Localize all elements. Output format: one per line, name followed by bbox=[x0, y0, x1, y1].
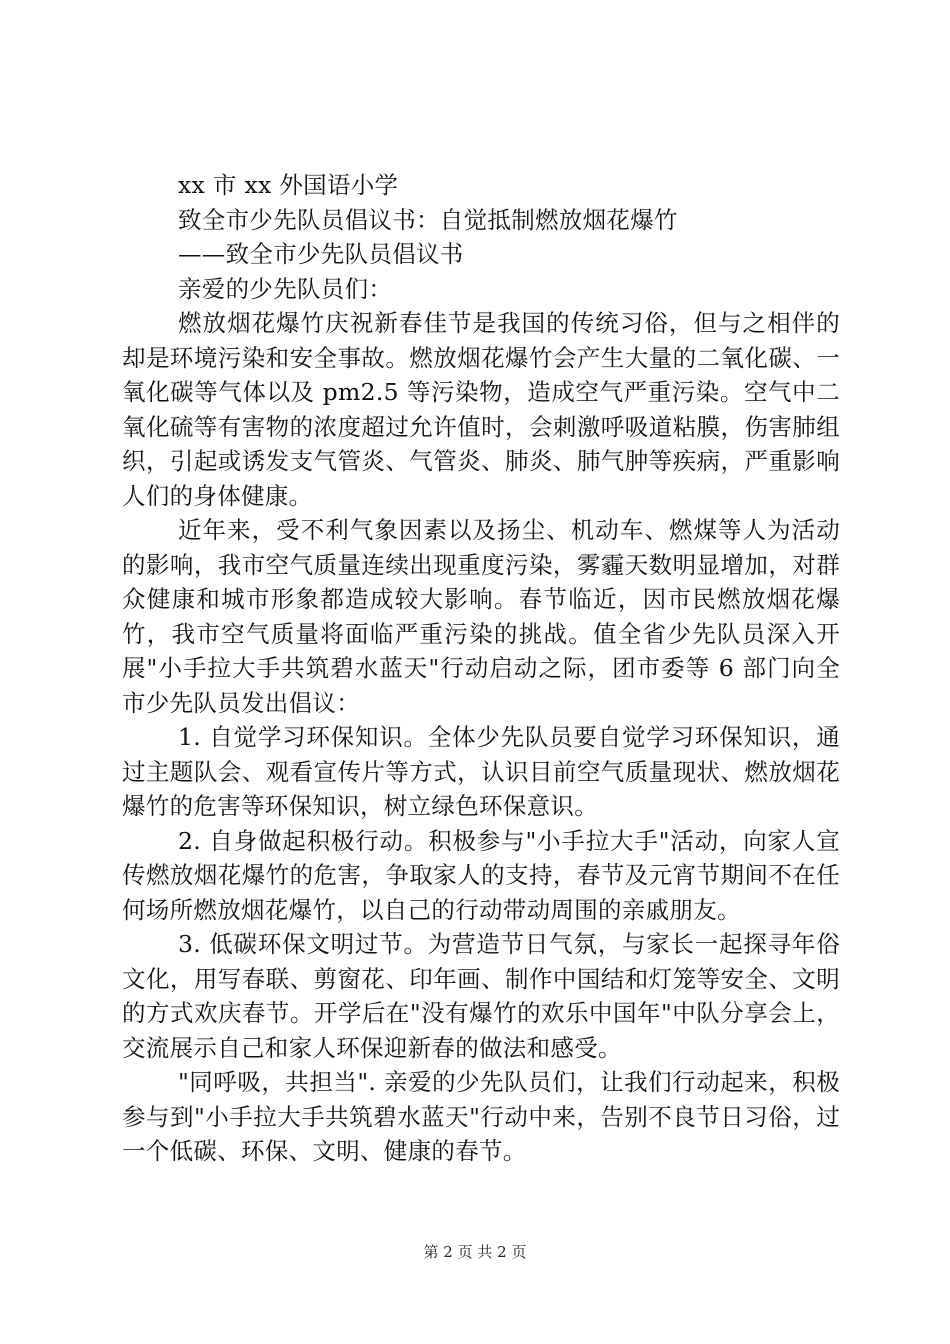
paragraph-intro: 燃放烟花爆竹庆祝新春佳节是我国的传统习俗，但与之相伴的却是环境污染和安全事故。燃放烟花爆竹会产生大量的二氧化碳、一氧化碳等气体以及 pm2.5 等污染物，造成空气严重污染。空气中二氧化硫等有害物的浓度超过允许值时，会刺激呼吸道粘膜，伤害肺组织，引起或诱发支气管炎、气管炎、肺炎、肺气肿等疾病，严重影响人们的身体健康。 bbox=[122, 309, 840, 510]
school-name: xx 市 xx 外国语小学 bbox=[178, 171, 399, 199]
paragraph-proposal-1: 1. 自觉学习环保知识。全体少先队员要自觉学习环保知识，通过主题队会、观看宣传片等方式，认识目前空气质量现状、燃放烟花爆竹的危害等环保知识，树立绿色环保意识。 bbox=[122, 723, 840, 820]
paragraph-background: 近年来，受不利气象因素以及扬尘、机动车、燃煤等人为活动的影响，我市空气质量连续出现重度污染，雾霾天数明显增加，对群众健康和城市形象都造成较大影响。春节临近，因市民燃放烟花爆竹，我市空气质量将面临严重污染的挑战。值全省少先队员深入开展"小手拉大手共筑碧水蓝天"行动启动之际，团市委等 6 部门向全市少先队员发出倡议： bbox=[122, 516, 840, 717]
paragraph-proposal-2: 2. 自身做起积极行动。积极参与"小手拉大手"活动，向家人宣传燃放烟花爆竹的危害，争取家人的支持，春节及元宵节期间不在任何场所燃放烟花爆竹，以自己的行动带动周围的亲戚朋友。 bbox=[122, 826, 840, 924]
paragraph-closing: "同呼吸，共担当". 亲爱的少先队员们，让我们行动起来，积极参与到"小手拉大手共筑碧水蓝天"行动中来，告别不良节日习俗，过一个低碳、环保、文明、健康的春节。 bbox=[122, 1068, 840, 1165]
document-title: 致全市少先队员倡议书：自觉抵制燃放烟花爆竹 bbox=[178, 205, 678, 234]
document-body bbox=[122, 168, 840, 1169]
paragraph-proposal-3: 3. 低碳环保文明过节。为营造节日气氛，与家长一起探寻年俗文化，用写春联、剪窗花、印年画、制作中国结和灯笼等安全、文明的方式欢庆春节。开学后在"没有爆竹的欢乐中国年"中队分享会上，交流展示自己和家人环保迎新春的做法和感受。 bbox=[122, 930, 840, 1062]
page-footer: 第 2 页 共 2 页 bbox=[423, 1243, 527, 1261]
document-subtitle: ——致全市少先队员倡议书 bbox=[178, 240, 464, 268]
salutation: 亲爱的少先队员们： bbox=[178, 274, 393, 303]
